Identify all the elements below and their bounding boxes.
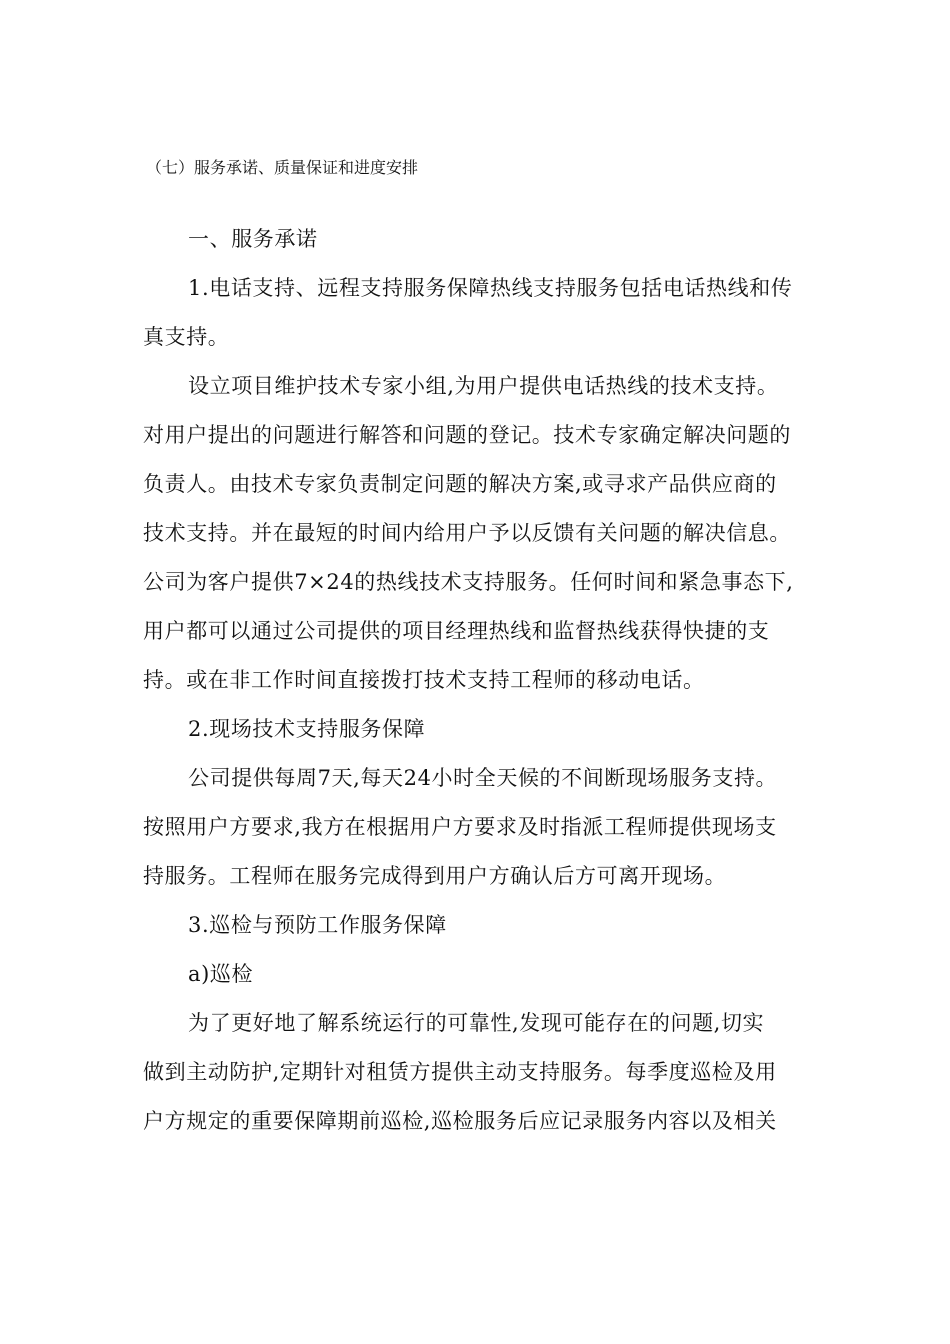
sub-item-heading: a)巡检 [188,962,254,986]
subsection-heading: 2.现场技术支持服务保障 [188,717,426,741]
paragraph-line: 公司提供每周7天,每天24小时全天候的不间断现场服务支持。 [188,766,778,790]
service-commitment-heading: 一、服务承诺 [188,227,318,251]
paragraph-line: 持。或在非工作时间直接拨打技术支持工程师的移动电话。 [143,668,705,692]
section-heading: （七）服务承诺、质量保证和进度安排 [146,158,419,177]
paragraph-line: 户方规定的重要保障期前巡检,巡检服务后应记录服务内容以及相关 [143,1109,777,1133]
paragraph-line: 做到主动防护,定期针对租赁方提供主动支持服务。每季度巡检及用 [143,1060,777,1084]
paragraph-line: 设立项目维护技术专家小组,为用户提供电话热线的技术支持。 [188,374,779,398]
subsection-heading: 3.巡检与预防工作服务保障 [188,913,447,937]
paragraph-line: 负责人。由技术专家负责制定问题的解决方案,或寻求产品供应商的 [143,472,777,496]
paragraph-line: 持服务。工程师在服务完成得到用户方确认后方可离开现场。 [143,864,727,888]
paragraph-line: 按照用户方要求,我方在根据用户方要求及时指派工程师提供现场支 [143,815,777,839]
paragraph-line: 真支持。 [143,325,230,349]
paragraph-line: 1.电话支持、远程支持服务保障热线支持服务包括电话热线和传 [188,276,793,300]
paragraph-line: 对用户提出的问题进行解答和问题的登记。技术专家确定解决问题的 [143,423,791,447]
paragraph-line: 为了更好地了解系统运行的可靠性,发现可能存在的问题,切实 [188,1011,765,1035]
paragraph-line: 技术支持。并在最短的时间内给用户予以反馈有关问题的解决信息。 [143,521,791,545]
paragraph-line: 公司为客户提供7×24的热线技术支持服务。任何时间和紧急事态下, [143,570,794,594]
paragraph-line: 用户都可以通过公司提供的项目经理热线和监督热线获得快捷的支 [143,619,770,643]
